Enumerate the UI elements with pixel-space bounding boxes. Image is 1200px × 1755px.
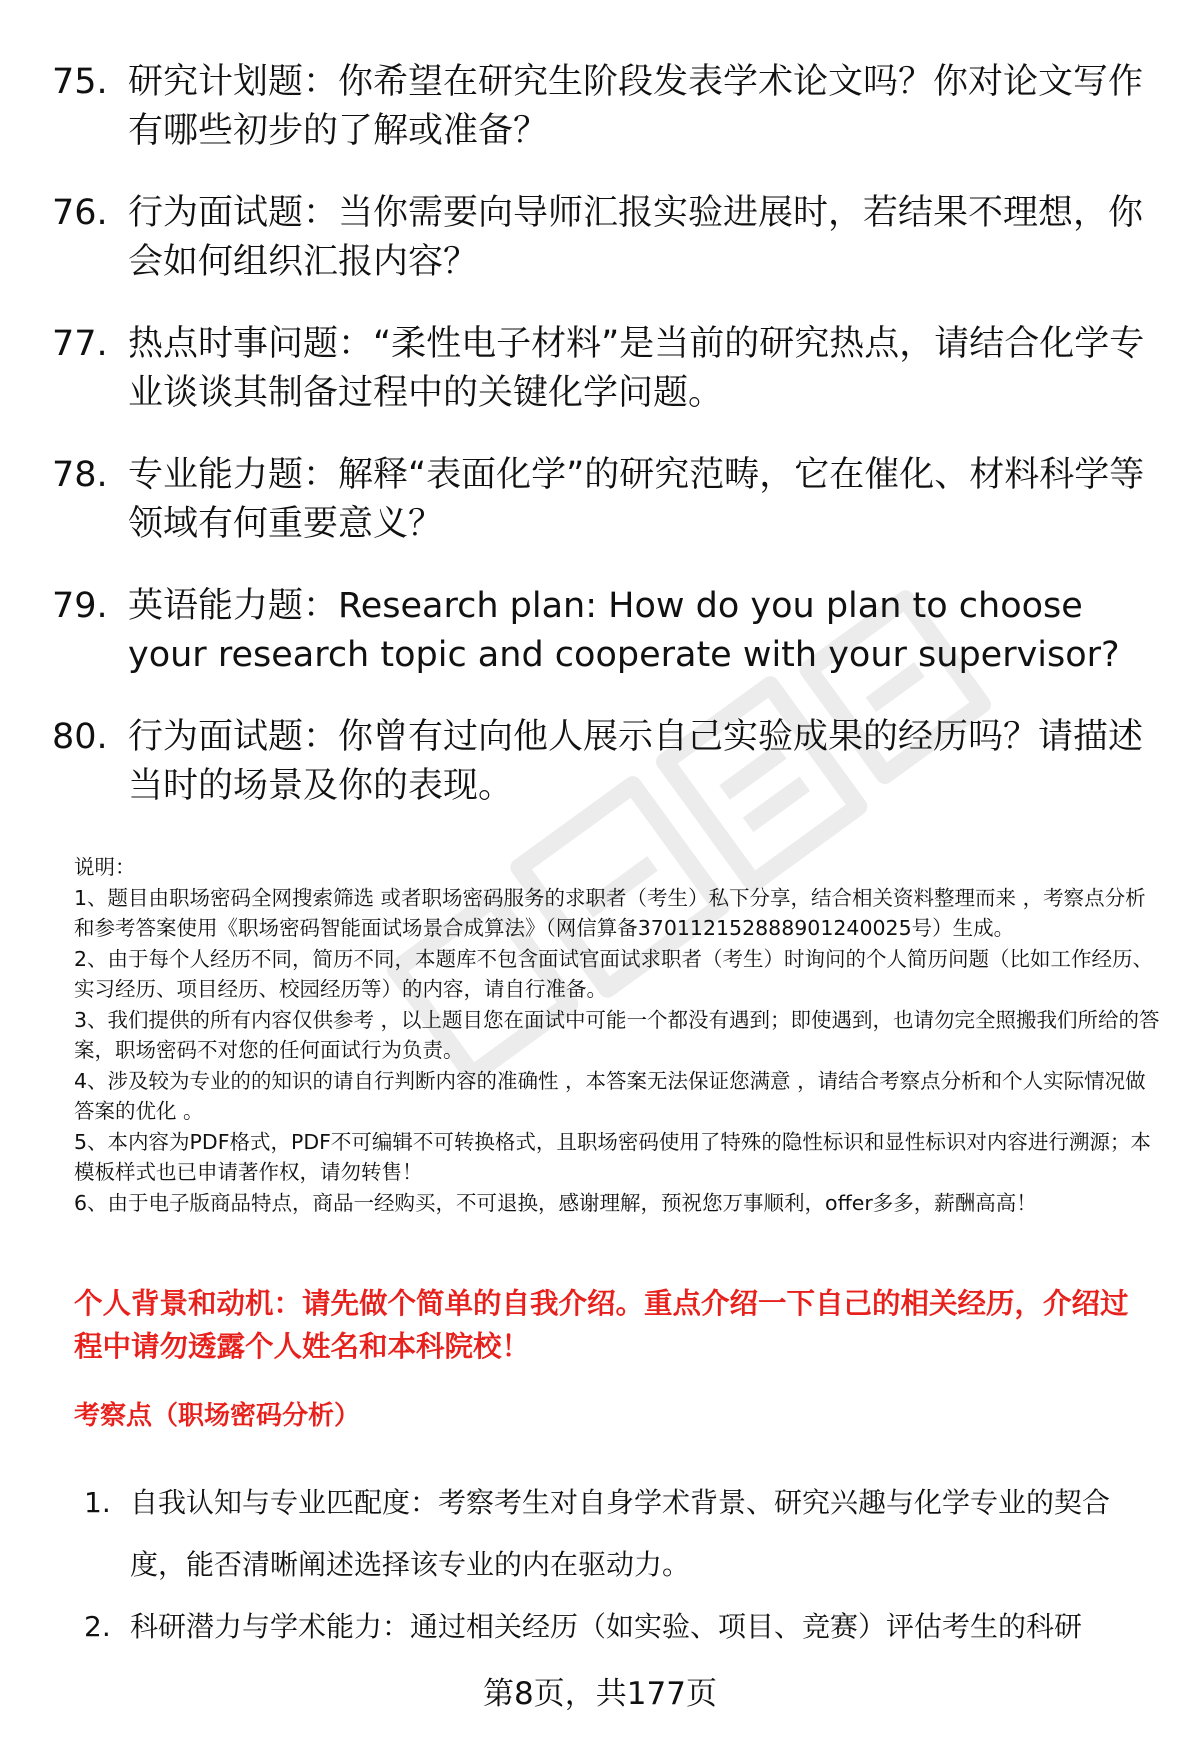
analysis-text: 自我认知与专业匹配度：考察考生对自身学术背景、研究兴趣与化学专业的契合度，能否清晰阐述选择该专业的内在驱动力。 bbox=[130, 1486, 1111, 1581]
analysis-item bbox=[84, 1596, 1164, 1658]
notes-section bbox=[74, 852, 1160, 1218]
question-item bbox=[52, 582, 1152, 680]
question-number: 79. bbox=[52, 586, 108, 626]
question-number: 80. bbox=[52, 717, 108, 757]
question-text: 专业能力题：解释“表面化学”的研究范畴，它在催化、材料科学等领域有何重要意义？ bbox=[128, 455, 1145, 544]
analysis-list bbox=[84, 1472, 1164, 1658]
question-item bbox=[52, 713, 1152, 811]
question-item bbox=[52, 451, 1152, 549]
analysis-number: 1. bbox=[84, 1486, 111, 1519]
question-list bbox=[52, 58, 1152, 844]
page-footer: 第8页，共177页 bbox=[483, 1676, 717, 1712]
question-text: 英语能力题：Research plan: How do you plan to choose your research topic and cooperate with your supervisor? bbox=[128, 586, 1120, 675]
question-item bbox=[52, 320, 1152, 418]
question-number: 75. bbox=[52, 62, 108, 102]
note-item: 3、我们提供的所有内容仅供参考 ，以上题目您在面试中可能一个都没有遇到；即使遇到，也请勿完全照搬我们所给的答案，职场密码不对您的任何面试行为负责。 bbox=[74, 1007, 1160, 1062]
section-title: 个人背景和动机：请先做个简单的自我介绍。重点介绍一下自己的相关经历，介绍过程中请勿透露个人姓名和本科院校！ bbox=[74, 1287, 1129, 1363]
question-text: 热点时事问题：“柔性电子材料”是当前的研究热点，请结合化学专业谈谈其制备过程中的关键化学问题。 bbox=[128, 324, 1145, 413]
notes-heading: 说明： bbox=[74, 855, 136, 879]
question-number: 77. bbox=[52, 324, 108, 364]
question-text: 行为面试题：当你需要向导师汇报实验进展时，若结果不理想，你会如何组织汇报内容？ bbox=[128, 193, 1144, 282]
question-text: 行为面试题：你曾有过向他人展示自己实验成果的经历吗？请描述当时的场景及你的表现。 bbox=[128, 717, 1144, 806]
note-item: 2、由于每个人经历不同，简历不同，本题库不包含面试官面试求职者（考生）时询问的个人简历问题（比如工作经历、实习经历、项目经历、校园经历等）的内容，请自行准备。 bbox=[74, 946, 1154, 1001]
section-subtitle: 考察点（职场密码分析） bbox=[74, 1401, 361, 1431]
analysis-number: 2. bbox=[84, 1610, 111, 1643]
question-text: 研究计划题：你希望在研究生阶段发表学术论文吗？你对论文写作有哪些初步的了解或准备？ bbox=[128, 62, 1144, 151]
question-number: 78. bbox=[52, 455, 108, 495]
question-number: 76. bbox=[52, 193, 108, 233]
question-item bbox=[52, 58, 1152, 156]
note-item: 5、本内容为PDF格式，PDF不可编辑不可转换格式，且职场密码使用了特殊的隐性标识和显性标识对内容进行溯源；本模板样式也已申请著作权，请勿转售！ bbox=[74, 1129, 1151, 1184]
question-item bbox=[52, 189, 1152, 287]
analysis-text: 科研潜力与学术能力：通过相关经历（如实验、项目、竞赛）评估考生的科研 bbox=[130, 1610, 1083, 1643]
note-item: 6、由于电子版商品特点，商品一经购买，不可退换，感谢理解，预祝您万事顺利，offer多多，薪酬高高！ bbox=[74, 1190, 1037, 1215]
note-item: 1、题目由职场密码全网搜索筛选 或者职场密码服务的求职者（考生）私下分享，结合相关资料整理而来 ，考察点分析和参考答案使用《职场密码智能面试场景合成算法》（网信算备370112152888901240025号）生成。 bbox=[74, 885, 1146, 940]
note-item: 4、涉及较为专业的的知识的请自行判断内容的准确性 ，本答案无法保证您满意 ，请结合考察点分析和个人实际情况做答案的优化 。 bbox=[74, 1068, 1146, 1123]
analysis-item bbox=[84, 1472, 1164, 1596]
